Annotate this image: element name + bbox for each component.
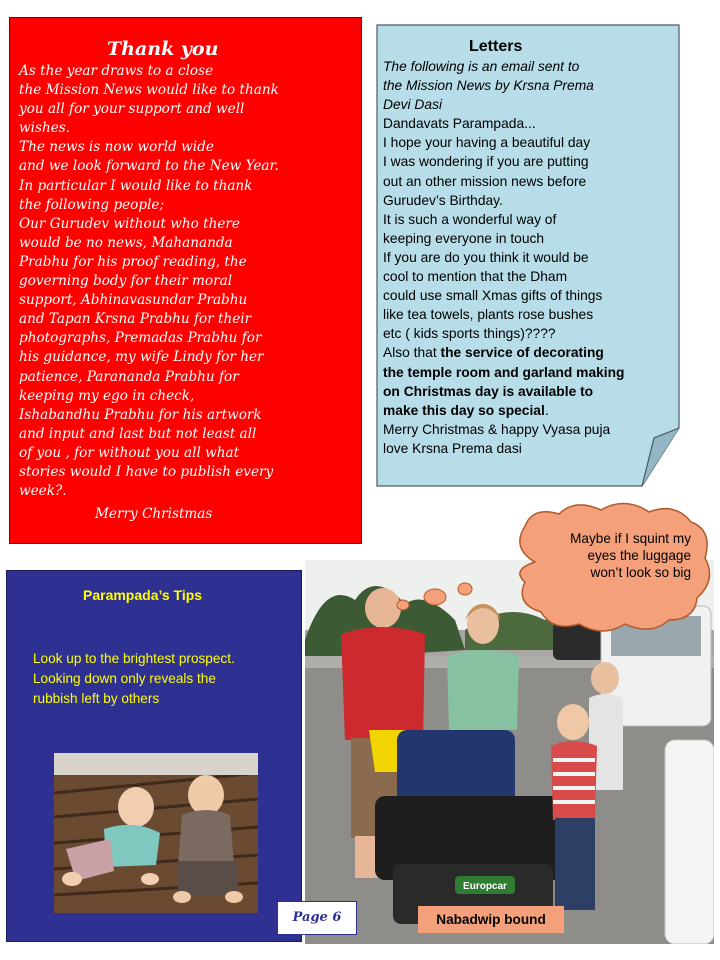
letters-bold-line: the service of decorating	[440, 345, 604, 361]
thank-you-line: and input and last but not least all	[19, 425, 257, 442]
letters-body-line: out an other mission news before	[383, 173, 587, 189]
letters-body-line: Dandavats Parampada...	[383, 116, 536, 132]
thank-you-line: and we look forward to the New Year.	[19, 158, 279, 175]
thank-you-line: and Tapan Krsna Prabhu for their	[19, 311, 252, 328]
tips-line: Looking down only reveals the	[33, 671, 216, 686]
letters-body-line	[383, 382, 678, 401]
thank-you-line: photographs, Premadas Prabhu for	[19, 330, 262, 347]
thank-you-line: As the year draws to a close	[19, 63, 214, 79]
letters-body-line: keeping everyone in touch	[383, 230, 545, 246]
letters-bold-end: .	[544, 402, 549, 418]
thank-you-line: patience, Parananda Prabhu for	[19, 368, 239, 385]
letters-body-line: I was wondering if you are putting	[383, 154, 589, 170]
letters-box	[376, 24, 681, 488]
thank-you-line: the Mission News would like to thank	[19, 82, 279, 99]
thank-you-signoff: Merry Christmas	[95, 506, 213, 523]
thank-you-line: The news is now world wide	[19, 139, 214, 156]
letters-body-line: could use small Xmas gifts of things	[383, 288, 603, 304]
thank-you-line: wishes.	[19, 120, 71, 137]
letters-content	[383, 37, 678, 458]
thought-bubble-text	[531, 530, 691, 581]
letters-also-line	[383, 343, 678, 362]
letters-body-line: I hope your having a beautiful day	[383, 135, 591, 151]
letters-body-line: etc ( kids sports things)????	[383, 326, 556, 342]
letters-bold-line: on Christmas day is available to	[383, 383, 594, 399]
thank-you-line: Our Gurudev without who there	[19, 215, 240, 232]
letters-body-line: cool to mention that the Dham	[383, 269, 568, 285]
letters-body-line	[383, 363, 678, 382]
page-number-badge: Page 6	[277, 901, 357, 935]
letters-intro-line: Devi Dasi	[383, 97, 443, 113]
thank-you-line: you all for your support and well	[19, 101, 245, 118]
tips-text	[33, 649, 298, 709]
thank-you-line: of you , for without you all what	[19, 444, 240, 461]
thank-you-text	[19, 62, 353, 501]
letters-intro-line: The following is an email sent to	[383, 59, 580, 74]
thank-you-line: his guidance, my wife Lindy for her	[19, 349, 264, 366]
thought-bubble-line: eyes the luggage	[587, 548, 691, 563]
letters-closing-line: Merry Christmas & happy Vyasa puja	[383, 421, 611, 437]
letters-bold-line: the temple room and garland making	[383, 364, 625, 380]
thank-you-line: week?.	[19, 483, 67, 500]
letters-body-line: It is such a wonderful way of	[383, 211, 557, 227]
thought-bubble	[505, 500, 715, 636]
letters-bold-line: make this day so special	[383, 402, 545, 418]
letters-title: Letters	[469, 38, 523, 55]
thought-bubble-line: won’t look so big	[590, 565, 691, 580]
photo-caption: Nabadwip bound	[418, 906, 564, 933]
tips-box	[6, 570, 302, 942]
thank-you-line: Prabhu for his proof reading, the	[19, 253, 247, 270]
letters-also-prefix: Also that	[383, 345, 441, 361]
letters-body-line	[383, 401, 678, 420]
tips-title: Parampada’s Tips	[83, 587, 203, 603]
letters-body-line: Gurudev’s Birthday.	[383, 192, 503, 208]
thank-you-line: In particular I would like to thank	[19, 177, 253, 194]
thank-you-line: the following people;	[19, 196, 165, 213]
toddlers-photo	[54, 753, 258, 913]
thank-you-line: stories would I have to publish every	[19, 463, 274, 480]
thank-you-line: Ishabandhu Prabhu for his artwork	[19, 406, 262, 423]
thought-bubble-line: Maybe if I squint my	[570, 531, 691, 546]
thank-you-line: would be no news, Mahananda	[19, 234, 233, 251]
thank-you-title: Thank you	[107, 38, 219, 60]
tips-line: Look up to the brightest prospect.	[33, 651, 235, 666]
letters-closing-line: love Krsna Prema dasi	[383, 440, 522, 456]
europcar-sign: Europcar	[463, 881, 507, 892]
thank-you-line: keeping my ego in check,	[19, 387, 195, 404]
letters-body-line: like tea towels, plants rose bushes	[383, 307, 594, 323]
thank-you-box	[9, 17, 362, 544]
tips-line: rubbish left by others	[33, 691, 160, 706]
thought-bubble-dots	[395, 575, 475, 615]
thank-you-line: support, Abhinavasundar Prabhu	[19, 292, 248, 309]
thank-you-line: governing body for their moral	[19, 273, 233, 290]
letters-body-line: If you are do you think it would be	[383, 249, 589, 265]
letters-intro-line: the Mission News by Krsna Prema	[383, 78, 594, 94]
